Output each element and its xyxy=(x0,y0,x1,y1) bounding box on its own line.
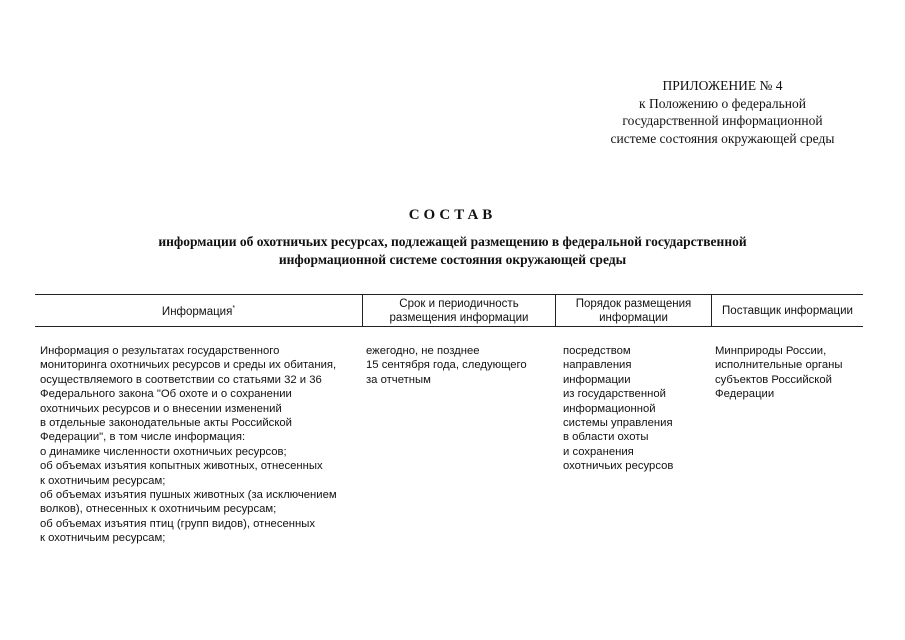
subtitle-line: информации об охотничьих ресурсах, подлежащей размещению в федеральной государственной xyxy=(158,234,747,249)
subtitle-line: информационной системе состояния окружающей среды xyxy=(278,252,627,267)
appendix-header xyxy=(560,77,885,147)
info-line: об объемах изъятия копытных животных, отнесенных xyxy=(40,460,323,473)
info-line: охотничьих ресурсов и о внесении изменений xyxy=(40,402,282,415)
order-line: и сохранения xyxy=(563,445,634,458)
header-order xyxy=(556,295,711,326)
order-line: информационной xyxy=(563,402,656,415)
header-information-label: Информация xyxy=(161,305,233,318)
info-line: к охотничьим ресурсам; xyxy=(40,532,166,545)
provider-line: Минприроды России, xyxy=(715,345,827,357)
provider-line: Федерации xyxy=(715,388,775,401)
header-term xyxy=(363,295,555,326)
info-line: об объемах изъятия пушных животных (за исключением xyxy=(40,489,337,502)
table-header-border xyxy=(35,326,863,327)
cell-term xyxy=(366,344,527,387)
provider-line: исполнительные органы xyxy=(715,359,843,372)
header-order-line: информации xyxy=(599,311,668,324)
order-line: из государственной xyxy=(563,388,666,401)
info-line: в отдельные законодательные акты Российской xyxy=(40,417,292,430)
header-information xyxy=(35,295,362,326)
info-line: к охотничьим ресурсам; xyxy=(40,474,166,487)
order-line: информации xyxy=(563,373,631,386)
header-provider xyxy=(712,295,863,326)
document-title: СОСТАВ xyxy=(408,207,497,223)
info-line: волков), отнесенных к охотничьим ресурсам; xyxy=(40,503,277,516)
info-line: об объемах изъятия птиц (групп видов), отнесенных xyxy=(40,517,316,530)
order-line: в области охоты xyxy=(563,431,649,444)
cell-information xyxy=(40,344,337,546)
header-order-line: Порядок размещения xyxy=(575,297,692,310)
info-line: Федерации", в том числе информация: xyxy=(40,431,246,444)
appendix-line: ПРИЛОЖЕНИЕ № 4 xyxy=(662,78,783,93)
appendix-line: к Положению о федеральной xyxy=(639,95,806,111)
cell-provider xyxy=(715,344,843,402)
header-term-line: размещения информации xyxy=(389,311,529,324)
term-line: за отчетным xyxy=(366,373,431,386)
term-line: 15 сентября года, следующего xyxy=(366,359,527,372)
order-line: системы управления xyxy=(563,417,673,430)
info-line: Информация о результатах государственного xyxy=(40,345,280,357)
footnote-mark: * xyxy=(232,305,236,313)
provider-line: субъектов Российской xyxy=(715,373,832,386)
header-term-line: Срок и периодичность xyxy=(399,297,519,310)
order-line: направления xyxy=(563,359,632,372)
info-line: мониторинга охотничьих ресурсов и среды их обитания, xyxy=(40,359,337,372)
order-line: охотничьих ресурсов xyxy=(563,460,674,473)
document-subtitle xyxy=(0,233,905,269)
order-line: посредством xyxy=(563,345,631,357)
appendix-line: системе состояния окружающей среды xyxy=(610,130,835,146)
term-line: ежегодно, не позднее xyxy=(366,345,480,357)
appendix-line: государственной информационной xyxy=(622,113,823,128)
info-line: о динамике численности охотничьих ресурсов; xyxy=(40,445,287,458)
cell-order xyxy=(563,344,673,474)
info-line: Федерального закона "Об охоте и о сохранении xyxy=(40,388,292,401)
header-provider-line: Поставщик информации xyxy=(722,304,853,317)
info-line: осуществляемого в соответствии со статьями 32 и 36 xyxy=(40,373,322,386)
